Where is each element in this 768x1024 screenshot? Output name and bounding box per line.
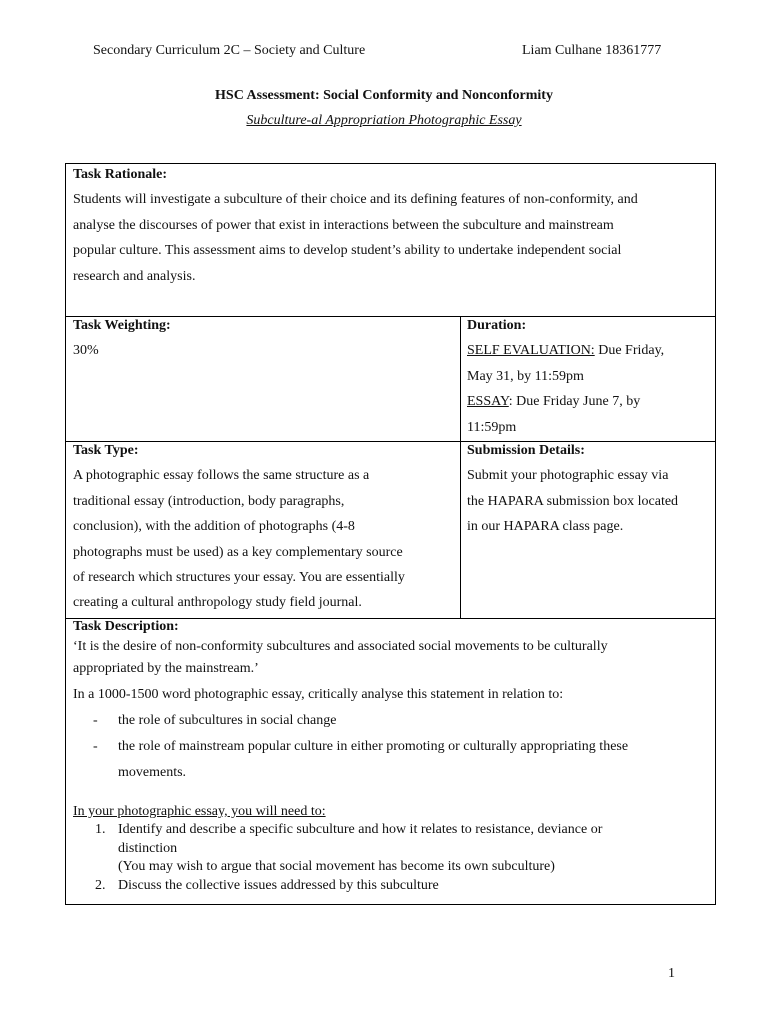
essay-label: ESSAY <box>467 394 509 410</box>
assessment-table <box>65 163 716 905</box>
description-label: Task Description: <box>73 619 179 634</box>
list-item: - the role of mainstream popular culture in either promoting or culturally appropriating these <box>93 739 629 754</box>
rationale-line: research and analysis. <box>73 268 196 284</box>
focus-list <box>73 708 708 786</box>
document-subtitle: Subculture-al Appropriation Photographic Essay <box>246 113 522 128</box>
duration-cell <box>460 313 715 440</box>
duration-label: Duration: <box>467 318 527 333</box>
task-type-line: photographs must be used) as a key complementary source <box>73 544 403 560</box>
submission-cell <box>460 438 715 540</box>
list-item: - the role of subcultures in social change <box>93 713 337 728</box>
task-type-line: traditional essay (introduction, body paragraphs, <box>73 493 345 509</box>
self-evaluation-time: May 31, by 11:59pm <box>467 368 584 384</box>
list-item-continuation: movements. <box>118 765 187 780</box>
rationale-label: Task Rationale: <box>73 167 168 182</box>
list-item: 1. Identify and describe a specific subculture and how it relates to resistance, deviance or distinction (You may wish to argue that social movement has become its own subculture) <box>95 822 603 874</box>
quote-line: appropriated by the mainstream.’ <box>73 661 259 676</box>
task-type-label: Task Type: <box>73 443 139 458</box>
essay-time: 11:59pm <box>467 419 517 435</box>
task-type-cell <box>66 438 460 616</box>
header-course: Secondary Curriculum 2C – Society and Culture <box>93 43 366 58</box>
task-type-line: A photographic essay follows the same structure as a <box>73 468 370 484</box>
rationale-line: Students will investigate a subculture of their choice and its defining features of non-conformity, and <box>73 192 638 208</box>
rationale-line: popular culture. This assessment aims to develop student’s ability to undertake independent social <box>73 243 622 259</box>
self-evaluation-label: SELF EVALUATION: <box>467 343 595 359</box>
list-item: 2. Discuss the collective issues addressed by this subculture <box>95 877 439 893</box>
header-author: Liam Culhane 18361777 <box>522 43 662 58</box>
requirements-heading: In your photographic essay, you will need to: <box>73 804 326 819</box>
submission-label: Submission Details: <box>467 443 585 458</box>
self-evaluation-due <box>467 338 708 363</box>
document-title: HSC Assessment: Social Conformity and Nonconformity <box>215 88 553 103</box>
description-cell <box>66 618 715 895</box>
requirements-list <box>73 821 708 895</box>
submission-line: Submit your photographic essay via <box>467 468 669 484</box>
submission-line: in our HAPARA class page. <box>467 519 624 535</box>
rationale-cell <box>66 162 715 289</box>
submission-line: the HAPARA submission box located <box>467 493 679 509</box>
essay-due <box>467 389 708 414</box>
weighting-value: 30% <box>73 343 99 359</box>
weighting-label: Task Weighting: <box>73 318 171 333</box>
self-evaluation-date: Due Friday, <box>594 343 665 359</box>
weighting-cell <box>66 313 460 364</box>
description-intro: In a 1000-1500 word photographic essay, critically analyse this statement in relation to: <box>73 687 564 702</box>
task-type-line: of research which structures your essay. You are essentially <box>73 570 405 586</box>
rationale-line: analyse the discourses of power that exist in interactions between the subculture and mainstream <box>73 217 614 233</box>
quote-line: ‘It is the desire of non-conformity subcultures and associated social movements to be culturally <box>73 639 608 654</box>
page-number: 1 <box>668 966 675 981</box>
task-type-line: conclusion), with the addition of photographs (4-8 <box>73 519 355 535</box>
task-type-line: creating a cultural anthropology study field journal. <box>73 595 362 611</box>
essay-date: : Due Friday June 7, by <box>508 394 641 410</box>
